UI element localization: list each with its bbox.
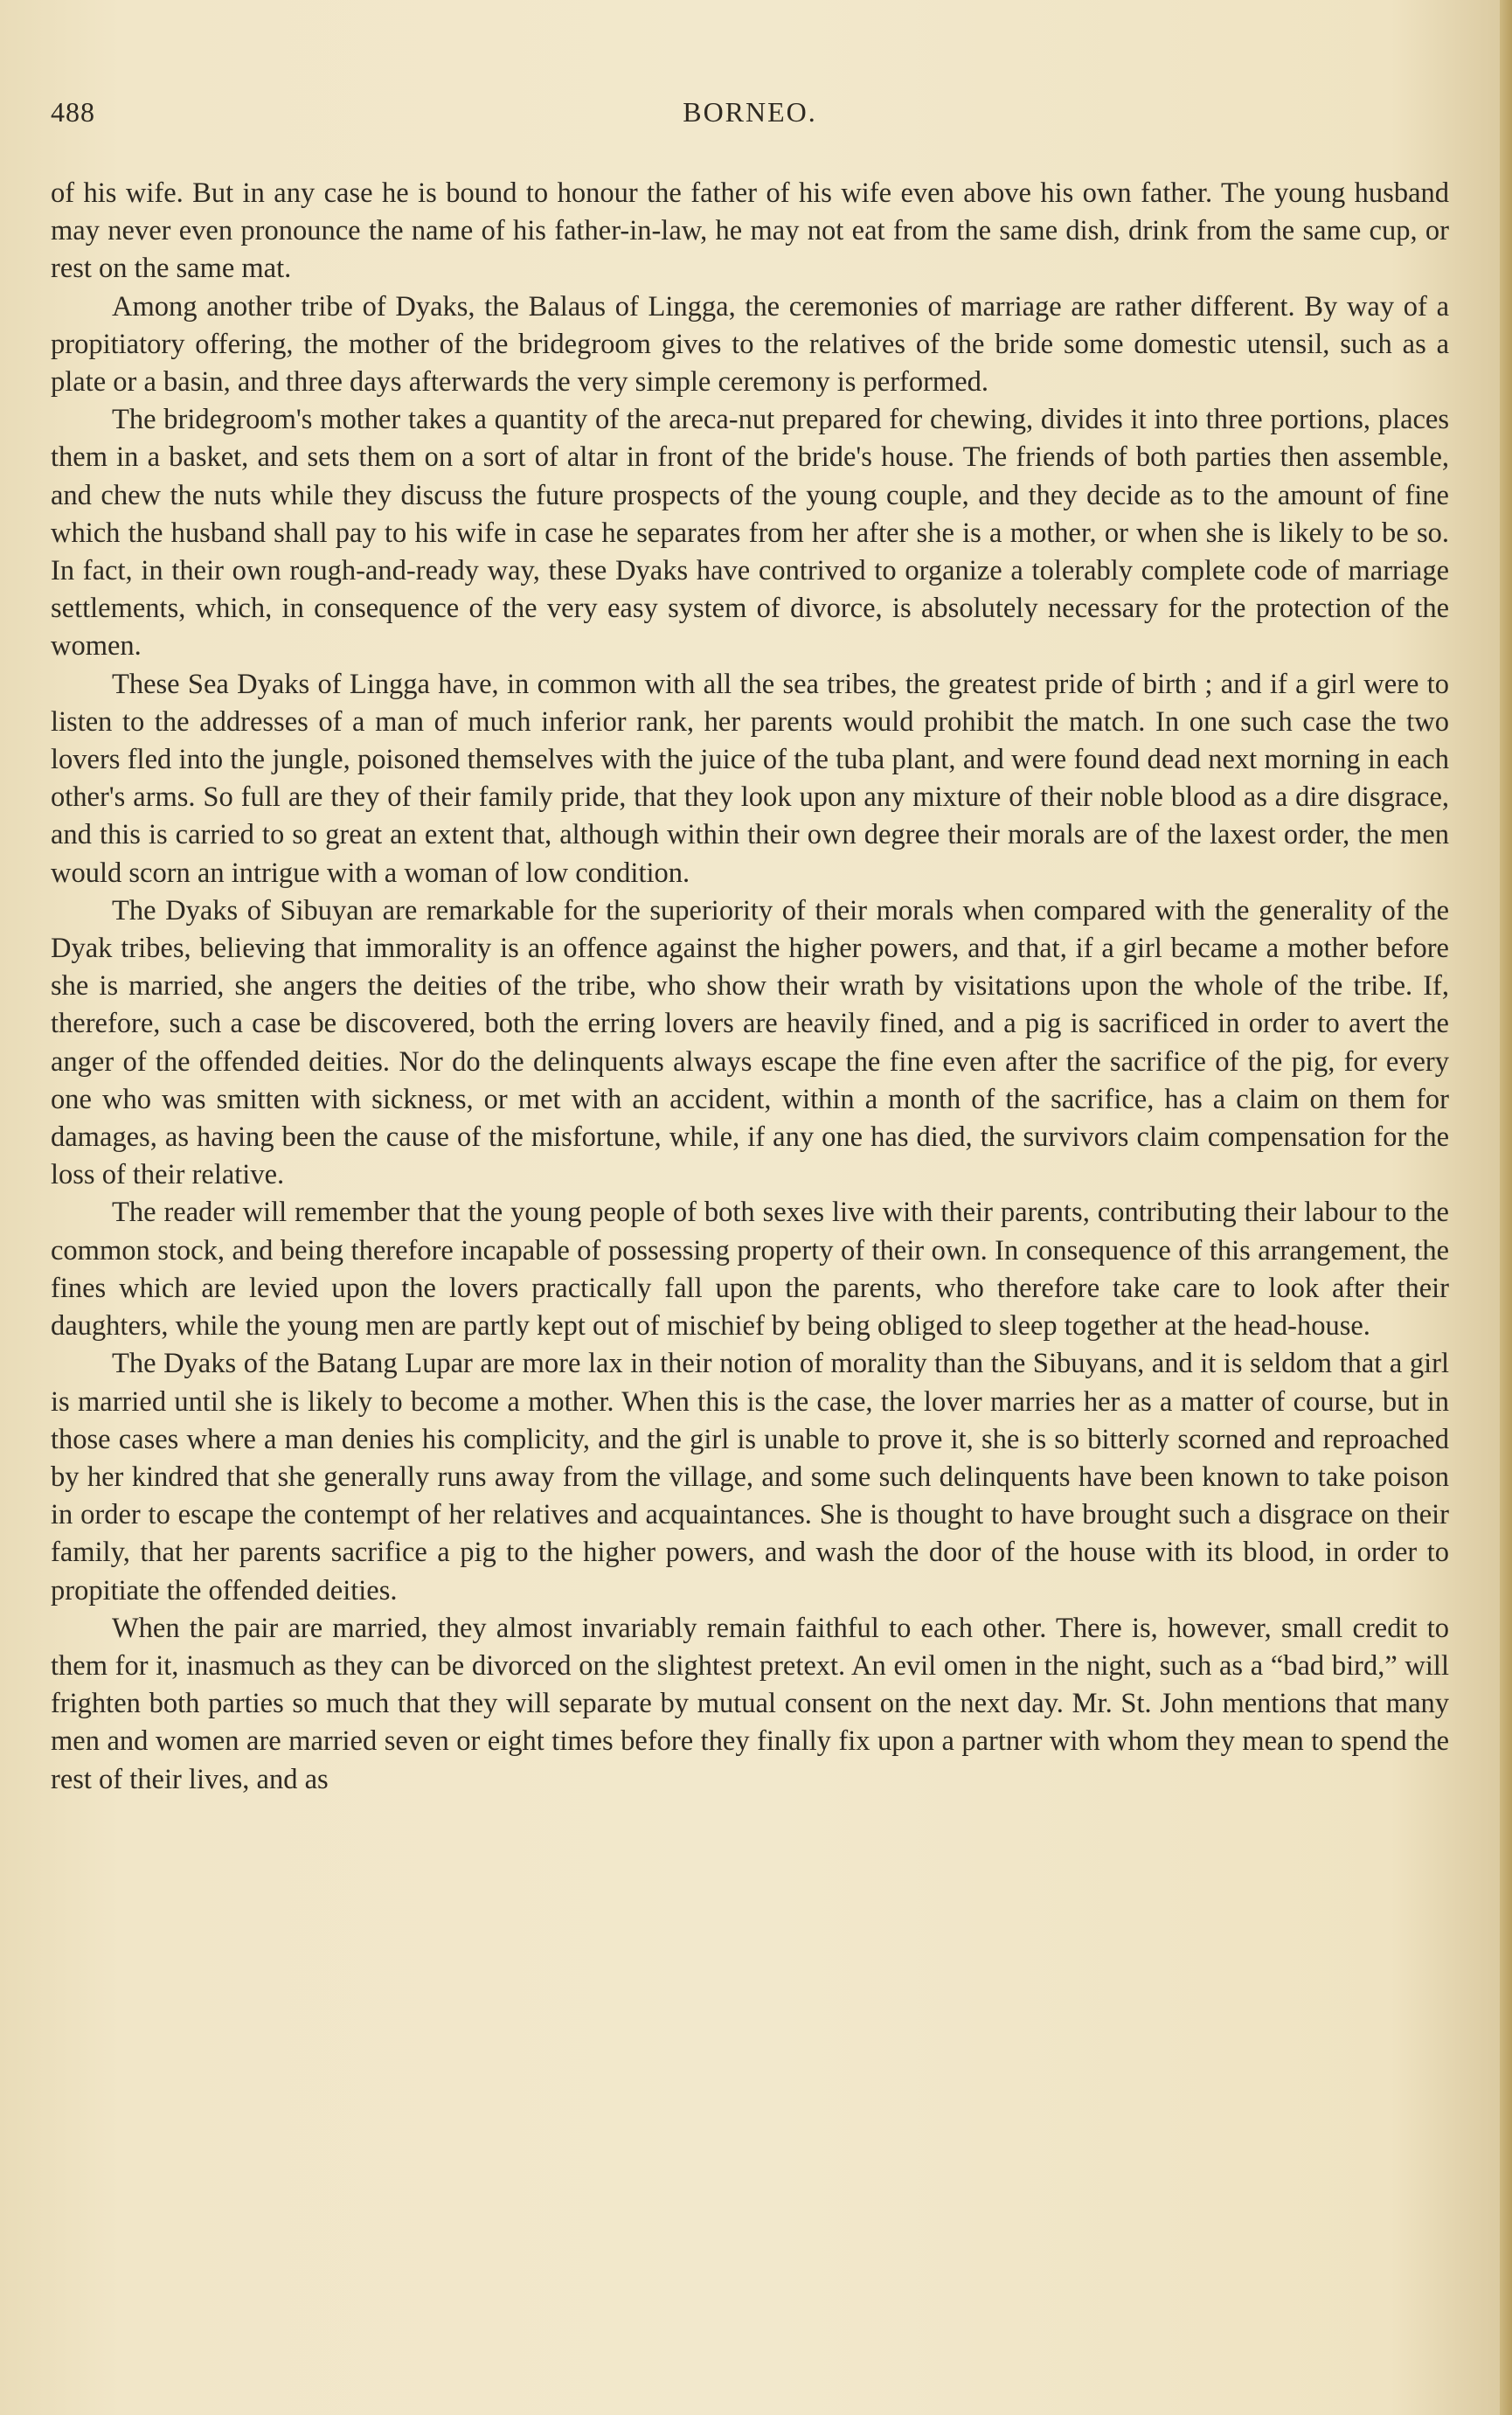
page-header: [51, 96, 1449, 140]
body-text: [51, 175, 1449, 1799]
paragraph: When the pair are married, they almost invariably remain faithful to each other. There is, however, small credit to them for it, inasmuch as they can be divorced on the slightest pretext. An evil omen in the night, such as a “bad bird,” will frighten both parties so much that they will separate by mutual consent on the next day. Mr. St. John mentions that many men and women are married seven or eight times before they finally fix upon a partner with whom they mean to spend the rest of their lives, and as: [51, 1612, 1449, 1795]
paragraph: Among another tribe of Dyaks, the Balaus of Lingga, the ceremonies of marriage are rather different. By way of a propitiatory offering, the mother of the bridegroom gives to the relatives of the bride some domestic utensil, such as a plate or a basin, and three days afterwards the very simple ceremony is performed.: [51, 290, 1449, 399]
paragraph: of his wife. But in any case he is bound to honour the father of his wife even above his own father. The young husband may never even pronounce the name of his father-in-law, he may not eat from the same dish, drink from the same cup, or rest on the same mat.: [51, 177, 1449, 285]
running-head: BORNEO.: [683, 96, 817, 128]
paragraph: The reader will remember that the young people of both sexes live with their parents, contributing their labour to the common stock, and being therefore incapable of possessing property of their own. In consequence of this arrangement, the fines which are levied upon the lovers practically fall upon the parents, who therefore take care to look after their daughters, while the young men are partly kept out of mischief by being obliged to sleep together at the head-house.: [51, 1197, 1449, 1343]
paragraph: The Dyaks of the Batang Lupar are more lax in their notion of morality than the Sibuyans, and it is seldom that a girl is married until she is likely to become a mother. When this is the case, the lover marries her as a matter of course, but in those cases where a man denies his complicity, and the girl is unable to prove it, she is so bitterly scorned and reproached by her kindred that she generally runs away from the village, and some such delinquents have been known to take poison in order to escape the contempt of her relatives and acquaintances. She is thought to have brought such a disgrace on their family, that her parents sacrifice a pig to the higher powers, and wash the door of the house with its blood, in order to propitiate the offended deities.: [51, 1348, 1449, 1607]
paragraph: These Sea Dyaks of Lingga have, in common with all the sea tribes, the greatest pride of birth ; and if a girl were to listen to the addresses of a man of much inferior rank, her parents would prohibit the match. In one such case the two lovers fled into the jungle, poisoned themselves with the juice of the tuba plant, and were found dead next morning in each other's arms. So full are they of their family pride, that they look upon any mixture of their noble blood as a dire disgrace, and this is carried to so great an extent that, although within their own degree their morals are of the laxest order, the men would scorn an intrigue with a woman of low condition.: [51, 668, 1449, 889]
page-edge: [1500, 0, 1512, 2415]
page-number: 488: [51, 96, 95, 128]
paragraph: The bridegroom's mother takes a quantity of the areca-nut prepared for chewing, divides it into three portions, places them in a basket, and sets them on a sort of altar in front of the bride's house. The friends of both parties then assemble, and chew the nuts while they discuss the future prospects of the young couple, and they decide as to the amount of fine which the husband shall pay to his wife in case he separates from her after she is a mother, or when she is likely to be so. In fact, in their own rough-and-ready way, these Dyaks have contrived to organize a tolerably complete code of marriage settlements, which, in consequence of the very easy system of divorce, is absolutely necessary for the protection of the women.: [51, 404, 1449, 663]
paragraph: The Dyaks of Sibuyan are remarkable for the superiority of their morals when compared with the generality of the Dyak tribes, believing that immorality is an offence against the higher powers, and that, if a girl became a mother before she is married, she angers the deities of the tribe, who show their wrath by visitations upon the whole of the tribe. If, therefore, such a case be discovered, both the erring lovers are heavily fined, and a pig is sacrificed in order to avert the anger of the offended deities. Nor do the delinquents always escape the fine even after the sacrifice of the pig, for every one who was smitten with sickness, or met with an accident, within a month of the sacrifice, has a claim on them for damages, as having been the cause of the misfortune, while, if any one has died, the survivors claim compensation for the loss of their relative.: [51, 894, 1449, 1191]
